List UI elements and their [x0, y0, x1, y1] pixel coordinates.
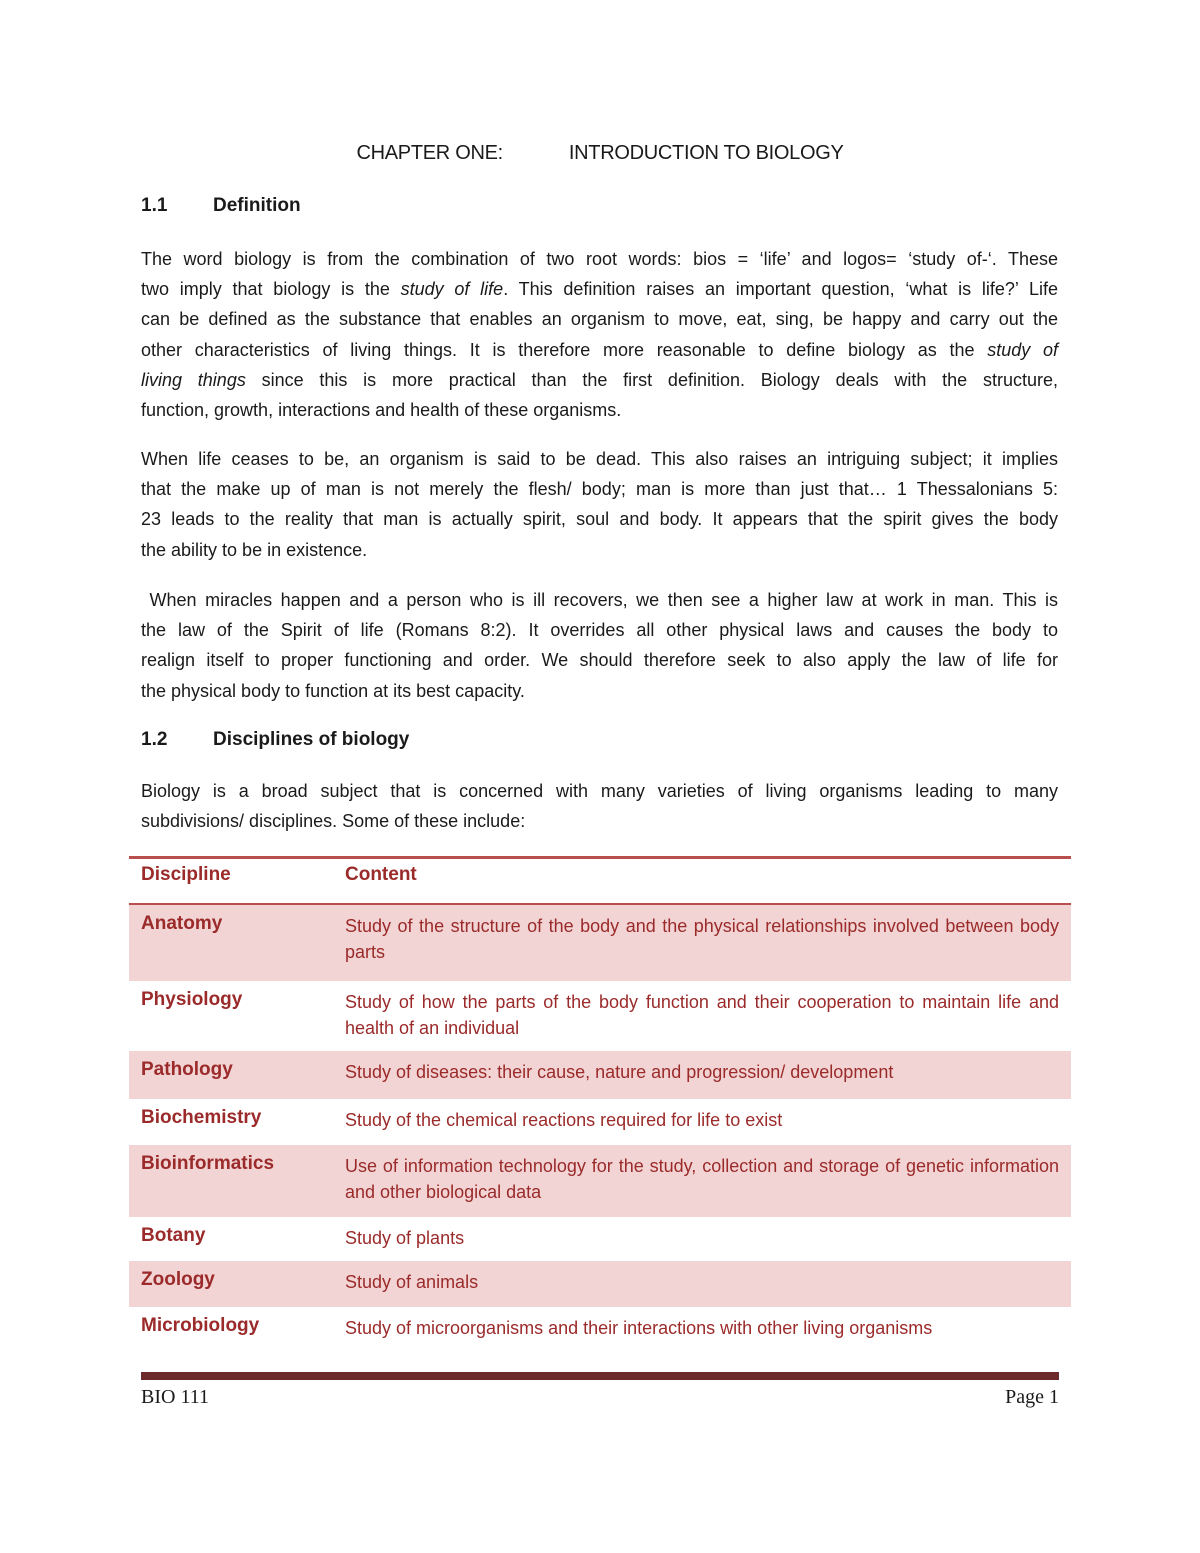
chapter-title	[0, 142, 1200, 165]
text-line: living things since this is more practical than the first definition. Biology deals with the structure,	[141, 369, 1058, 390]
discipline-content: Study of how the parts of the body function and their cooperation to maintain life and health of an individual	[345, 992, 1059, 1038]
text-line: When life ceases to be, an organism is said to be dead. This also raises an intriguing subject; it implies	[141, 449, 1058, 469]
section-title: Definition	[213, 195, 301, 216]
discipline-content: Use of information technology for the study, collection and storage of genetic information and other biological data	[345, 1156, 1059, 1202]
text-line: subdivisions/ disciplines. Some of these include:	[141, 811, 526, 832]
text-line: the ability to be in existence.	[141, 539, 368, 560]
table-row	[129, 1217, 1071, 1261]
discipline-name: Bioinformatics	[141, 1153, 275, 1174]
footer-course-code: BIO 111	[141, 1386, 209, 1408]
section-title: Disciplines of biology	[213, 729, 410, 750]
text-line: that the make up of man is not merely the flesh/ body; man is more than just that… 1 Thessalonians 5:	[141, 479, 1058, 500]
table-row	[129, 1099, 1071, 1145]
section-number: 1.2	[141, 729, 168, 750]
discipline-content: Study of plants	[345, 1228, 465, 1248]
paragraph-death	[141, 444, 1058, 565]
text-line: 23 leads to the reality that man is actually spirit, soul and body. It appears that the spirit gives the body	[141, 509, 1058, 530]
chapter-label: CHAPTER ONE:	[356, 142, 503, 164]
table-row	[129, 1051, 1071, 1099]
table-row	[129, 905, 1071, 981]
disciplines-table	[129, 856, 1071, 1351]
discipline-name: Biochemistry	[141, 1107, 262, 1128]
discipline-name: Botany	[141, 1225, 206, 1246]
header-content: Content	[345, 864, 417, 885]
text-line: other characteristics of living things. It is therefore more reasonable to define biology as the study of	[141, 339, 1058, 360]
text-line: Biology is a broad subject that is concerned with many varieties of living organisms leading to many	[141, 781, 1058, 801]
footer-rule	[141, 1372, 1059, 1380]
discipline-content: Study of diseases: their cause, nature and progression/ development	[345, 1062, 894, 1082]
text-line: the law of the Spirit of life (Romans 8:2). It overrides all other physical laws and causes the body to	[141, 620, 1058, 641]
table-row	[129, 981, 1071, 1051]
footer-page-number: Page 1	[1005, 1386, 1059, 1408]
paragraph-miracles	[141, 585, 1058, 706]
section-number: 1.1	[141, 195, 168, 216]
section-heading-definition	[141, 195, 301, 217]
paragraph-definition	[141, 244, 1058, 425]
text-line: The word biology is from the combination of two root words: bios = ‘life’ and logos= ‘study of-‘. These	[141, 249, 1058, 269]
table-row	[129, 1307, 1071, 1351]
table-row	[129, 1145, 1071, 1217]
paragraph-disciplines-intro	[141, 776, 1058, 836]
discipline-name: Zoology	[141, 1269, 215, 1290]
table-row	[129, 1261, 1071, 1307]
text-line: realign itself to proper functioning and order. We should therefore seek to also apply the law of life for	[141, 650, 1058, 671]
header-discipline: Discipline	[141, 864, 231, 885]
discipline-content: Study of the chemical reactions required for life to exist	[345, 1110, 783, 1130]
discipline-name: Anatomy	[141, 913, 223, 934]
discipline-name: Physiology	[141, 989, 243, 1010]
discipline-content: Study of microorganisms and their interactions with other living organisms	[345, 1318, 933, 1338]
chapter-name: INTRODUCTION TO BIOLOGY	[568, 142, 844, 164]
text-line: the physical body to function at its best capacity.	[141, 680, 525, 701]
discipline-content: Study of animals	[345, 1272, 479, 1292]
text-line: two imply that biology is the study of life. This definition raises an important question, ‘what is life?’ Life	[141, 279, 1059, 300]
discipline-name: Microbiology	[141, 1315, 260, 1336]
table-header-row	[129, 859, 1071, 905]
text-line: can be defined as the substance that enables an organism to move, eat, sing, be happy and carry out the	[141, 309, 1058, 330]
discipline-content: Study of the structure of the body and the physical relationships involved between body parts	[345, 916, 1059, 962]
section-heading-disciplines	[141, 729, 409, 751]
discipline-name: Pathology	[141, 1059, 233, 1080]
text-line: function, growth, interactions and health of these organisms.	[141, 400, 622, 421]
text-line: When miracles happen and a person who is ill recovers, we then see a higher law at work in man. This is	[141, 590, 1058, 610]
